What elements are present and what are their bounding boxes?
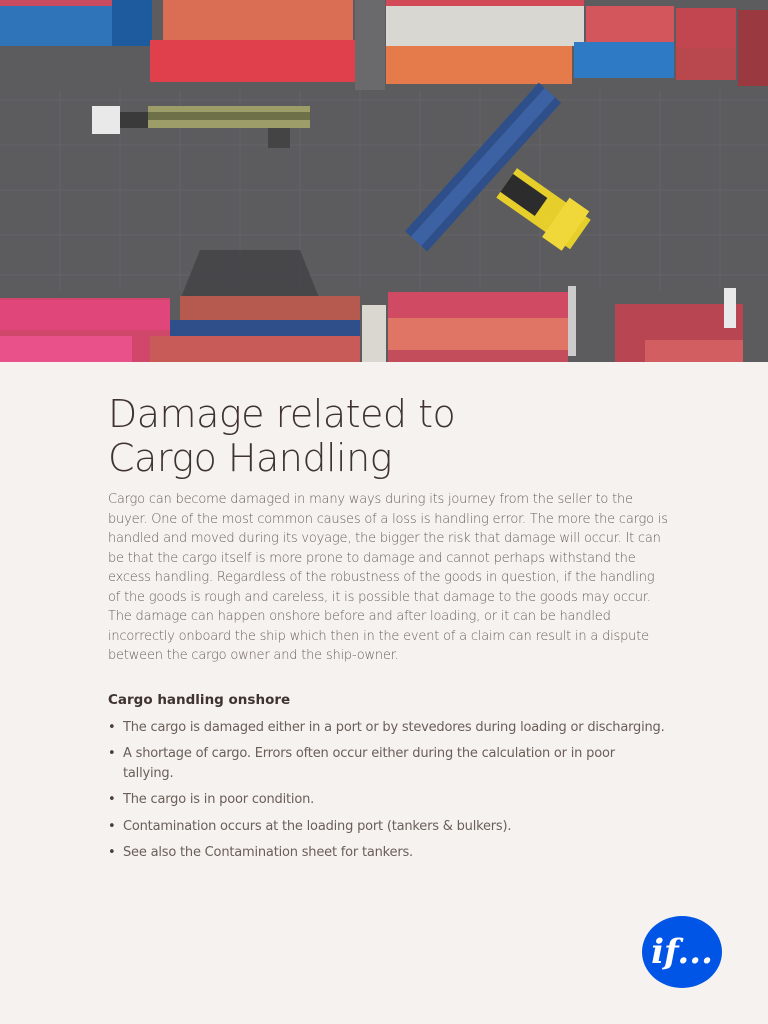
header-photo (0, 0, 768, 362)
list-item: • The cargo is in poor condition. (108, 790, 668, 810)
title-line-1: Damage related to (108, 392, 456, 436)
main-content (108, 392, 668, 870)
logo-text: if... (651, 932, 713, 972)
container-yard-illustration (0, 0, 768, 362)
list-item: • A shortage of cargo. Errors often occur either during the calculation or in poor tallying. (108, 744, 668, 783)
if-logo-icon (642, 916, 722, 988)
bullet-list (108, 718, 668, 863)
section-heading: Cargo handling onshore (108, 691, 291, 708)
if-logo (642, 916, 722, 988)
title-line-2: Cargo Handling (108, 436, 392, 480)
intro-paragraph: Cargo can become damaged in many ways during its journey from the seller to the buyer. One of the most common causes of a loss is handling error. The more the cargo is handled and moved during its voyage, the bigger the risk that damage will occur. It can be that the cargo itself is more prone to damage and cannot perhaps withstand the excess handling. Regardless of the robustness of the goods in question, if the handling of the goods is rough and careless, it is possible that damage to the goods may occur. The damage can happen onshore before and after loading, or it can be handled incorrectly onboard the ship which then in the event of a claim can result in a dispute between the cargo owner and the ship-owner. (108, 492, 668, 663)
list-item: • The cargo is damaged either in a port or by stevedores during loading or discharging. (108, 718, 668, 738)
list-item: • Contamination occurs at the loading port (tankers & bulkers). (108, 817, 668, 837)
list-item: • See also the Contamination sheet for tankers. (108, 843, 668, 863)
page-title (108, 392, 668, 480)
